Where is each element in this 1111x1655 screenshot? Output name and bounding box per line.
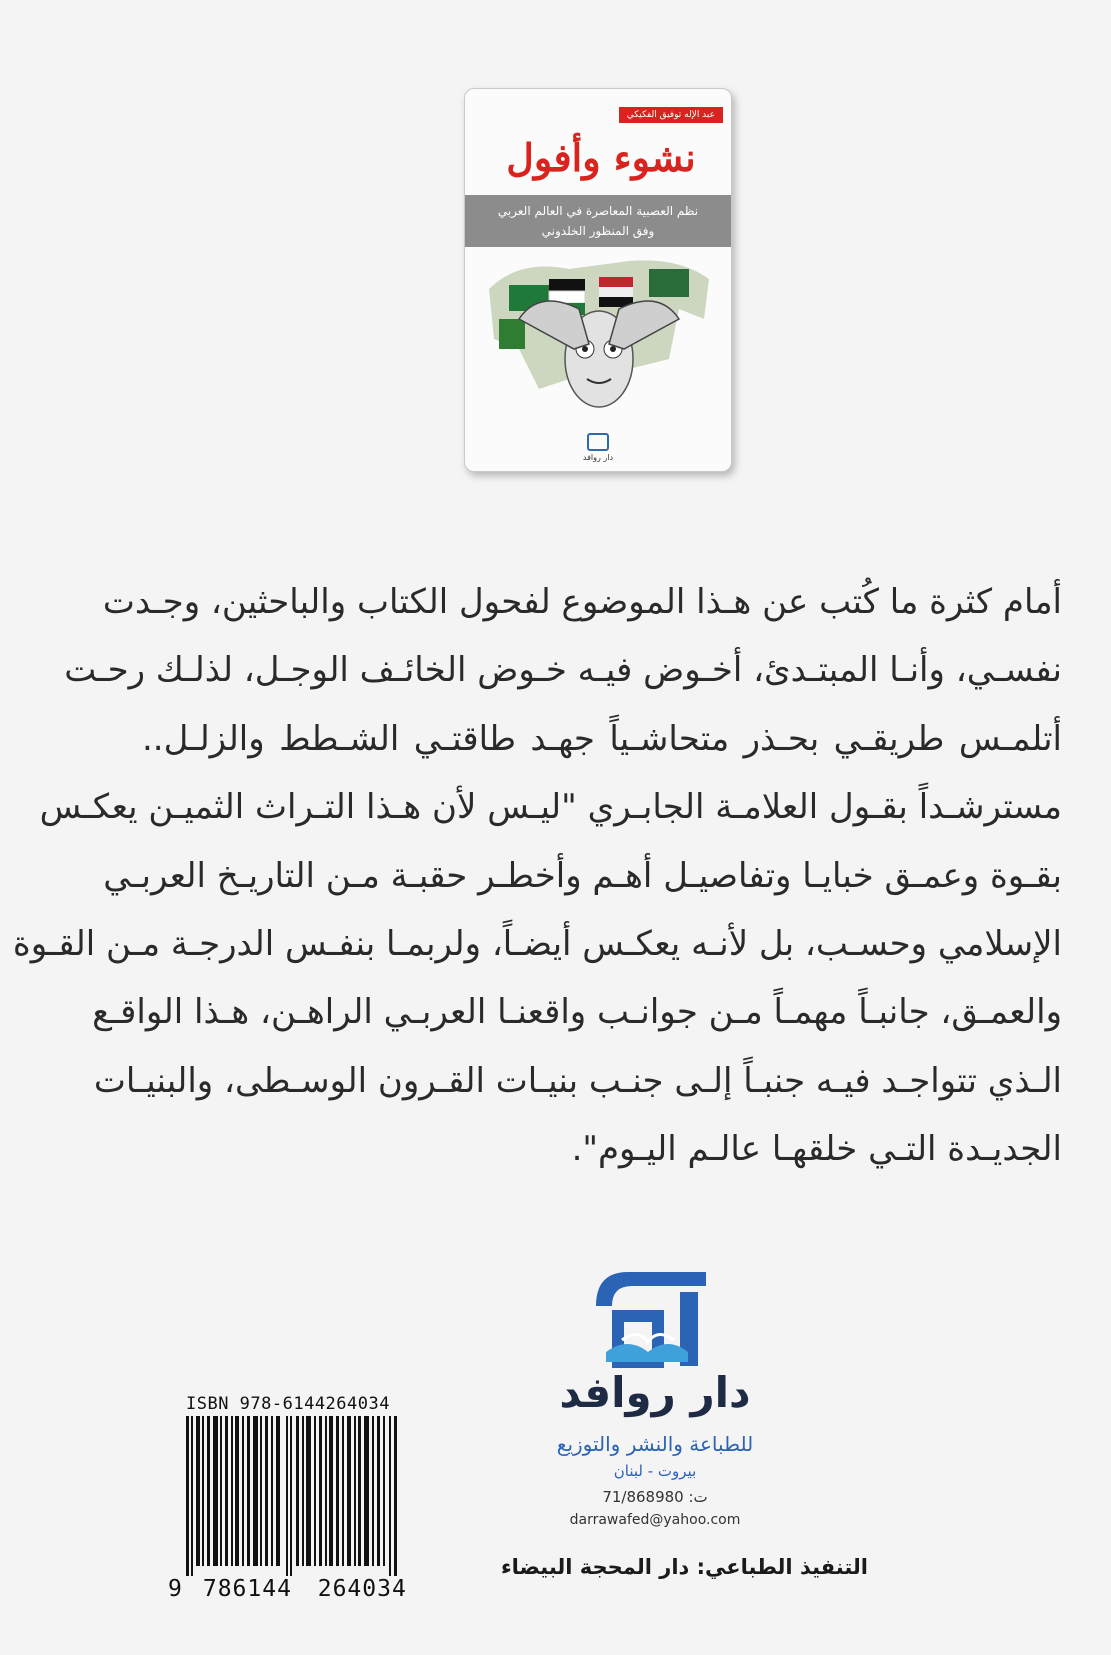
publisher-city: بيروت - لبنان (613, 1462, 697, 1480)
publisher-name: دار روافد (559, 1368, 751, 1417)
barcode-group1: 786144 (202, 1576, 292, 1602)
thumbnail-subtitle-line1: نظم العصبية المعاصرة في العالم العربي (497, 204, 699, 218)
blurb-line: والعمـق، جانبـاً مهمـاً مـن جوانـب واقعنـا العربـي الراهـن، هـذا الواقـع (92, 992, 1062, 1033)
blurb-line: أمام كثرة ما كُتب عن هـذا الموضوع لفحول الكتاب والباحثين، وجـدت (102, 582, 1062, 622)
thumbnail-publisher (465, 433, 731, 462)
blurb-line: بقـوة وعمـق خبايـا وتفاصيـل أهـم وأخطـر حقبـة مـن التاريـخ العربـي (103, 855, 1062, 896)
thumbnail-publisher-name: دار روافد (582, 453, 614, 462)
barcode-digit-first: 9 (168, 1576, 183, 1602)
publisher-logo-icon (588, 1266, 714, 1372)
thumbnail-subtitle-line2: وفق المنظور الخلدوني (541, 224, 655, 238)
publisher-tagline: للطباعة والنشر والتوزيع (556, 1432, 754, 1456)
book-cover-thumbnail (464, 88, 732, 472)
blurb-line: نفسـي، وأنـا المبتـدئ، أخـوض فيـه خـوض الخائـف الوجـل، لذلـك رحـت (64, 650, 1062, 691)
publisher-phone: ت: 71/868980 (602, 1488, 708, 1506)
barcode-group2: 264034 (317, 1576, 407, 1602)
blurb-line: مسترشـداً بقـول العلامـة الجابـري "ليـس لأن هـذا التـراث الثميـن يعكـس (39, 787, 1062, 828)
publisher-email: darrawafed@yahoo.com (569, 1512, 741, 1528)
thumbnail-author: عبد الإله توفيق الفكيكي (619, 107, 723, 123)
cover-illustration (479, 249, 717, 421)
thumbnail-logo-icon (587, 433, 609, 451)
thumbnail-subtitle (465, 195, 731, 247)
printer-credit: التنفيذ الطباعي: دار المحجة البيضاء (500, 1555, 868, 1579)
barcode-digits (168, 1576, 408, 1602)
blurb-line: أتلمـس طريقـي بحـذر متحاشـياً جهـد طاقتـي الشـطط والزلـل.. (142, 718, 1062, 759)
blurb-line: الجديـدة التـي خلقهـا عالـم اليـوم". (571, 1129, 1062, 1170)
isbn-label: ISBN 978-6144264034 (186, 1394, 390, 1414)
thumbnail-title: نشوء وأفول (506, 135, 696, 180)
barcode (186, 1416, 398, 1576)
back-cover-blurb (12, 568, 1062, 1184)
blurb-line: الـذي تتواجـد فيـه جنبـاً إلـى جنـب بنيـات القـرون الوسـطى، والبنيـات (93, 1060, 1062, 1101)
blurb-line: الإسلامي وحسـب، بل لأنـه يعكـس أيضـاً، ولربمـا بنفـس الدرجـة مـن القـوة (12, 923, 1062, 964)
